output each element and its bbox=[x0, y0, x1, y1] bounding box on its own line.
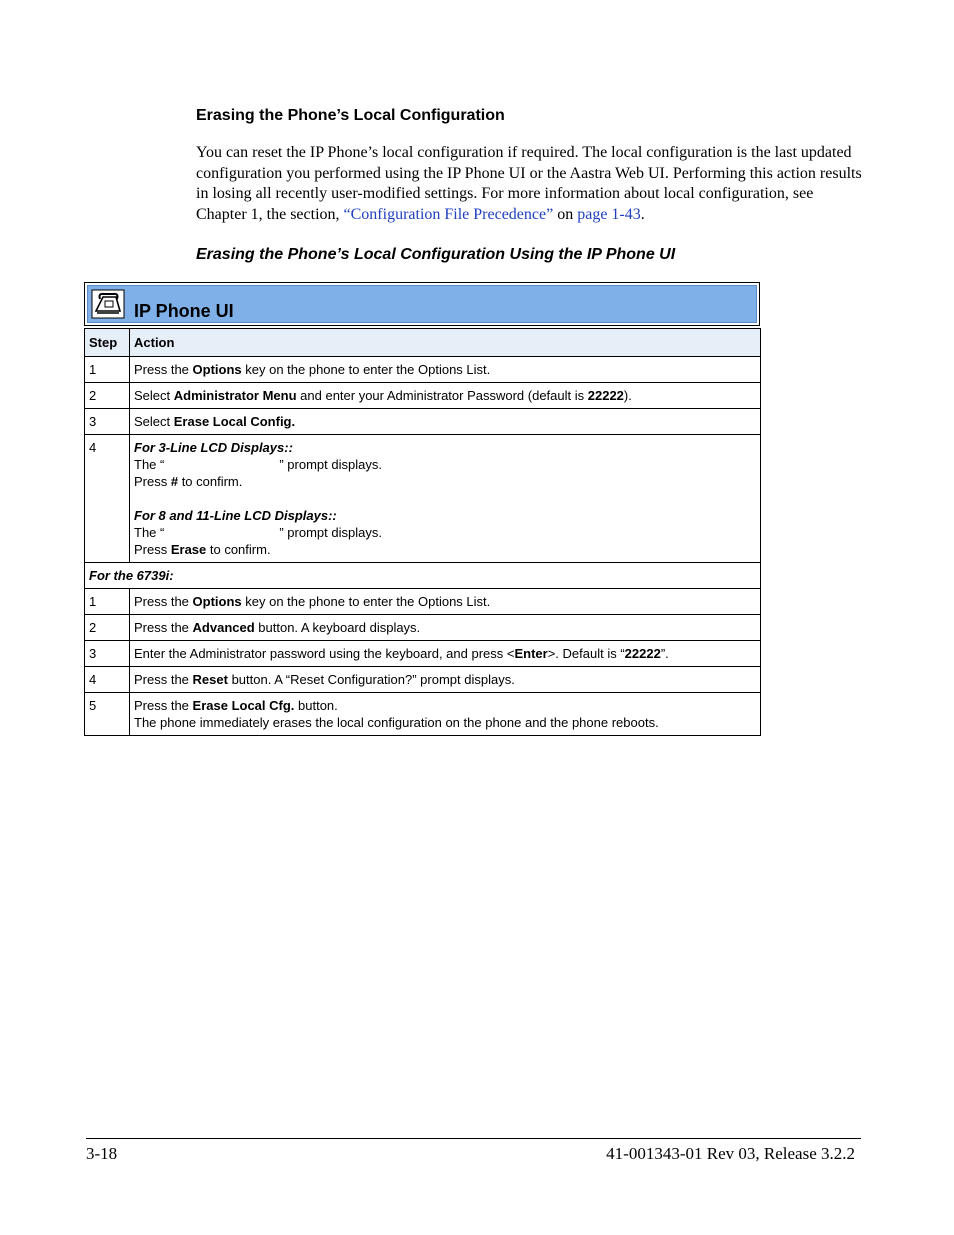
intro-text-mid: on bbox=[553, 205, 578, 223]
action-text: Press the bbox=[134, 672, 193, 687]
table-row bbox=[85, 435, 761, 563]
action-key: Enter bbox=[514, 646, 548, 661]
action-text: Press bbox=[134, 542, 171, 557]
action-text: Select bbox=[134, 388, 174, 403]
banner-fill bbox=[87, 285, 757, 323]
prompt-line bbox=[134, 456, 756, 473]
action-key: Erase Local Config. bbox=[173, 414, 296, 429]
step-number: 1 bbox=[85, 589, 130, 615]
table-row bbox=[85, 383, 761, 409]
action-cell bbox=[130, 357, 761, 383]
intro-text-end: . bbox=[640, 205, 645, 223]
confirm-line bbox=[134, 473, 756, 490]
action-cell bbox=[130, 383, 761, 409]
action-text: ” prompt displays. bbox=[279, 525, 382, 540]
table-row bbox=[85, 357, 761, 383]
spacer bbox=[134, 490, 756, 507]
action-cell bbox=[130, 589, 761, 615]
page-number: 3-18 bbox=[86, 1144, 118, 1163]
table-row bbox=[85, 589, 761, 615]
footer-rule bbox=[86, 1138, 861, 1139]
confirm-line bbox=[134, 541, 756, 558]
intro-paragraph bbox=[196, 143, 864, 225]
action-key: Advanced bbox=[192, 620, 255, 635]
action-text: Press bbox=[134, 474, 171, 489]
action-cell bbox=[130, 693, 761, 736]
subheading-6739i: For the 6739i: bbox=[85, 563, 761, 589]
action-text: >. Default is “ bbox=[547, 646, 625, 661]
step-number: 3 bbox=[85, 641, 130, 667]
table-row bbox=[85, 615, 761, 641]
action-text: key on the phone to enter the Options List. bbox=[241, 594, 491, 609]
action-text: The “ bbox=[134, 457, 165, 472]
action-key: Options bbox=[192, 594, 242, 609]
action-text: The “ bbox=[134, 525, 165, 540]
table-row bbox=[85, 667, 761, 693]
action-cell bbox=[130, 409, 761, 435]
header-action: Action bbox=[130, 329, 761, 357]
step-number: 4 bbox=[85, 667, 130, 693]
document-id: 41-001343-01 Rev 03, Release 3.2.2 bbox=[606, 1144, 855, 1163]
action-key: 22222 bbox=[624, 646, 661, 661]
step-number: 2 bbox=[85, 615, 130, 641]
action-cell bbox=[130, 667, 761, 693]
display-heading: For 3-Line LCD Displays:: bbox=[134, 440, 293, 455]
action-text: button. A “Reset Configuration?” prompt displays. bbox=[227, 672, 515, 687]
intro-text: You can reset the IP Phone’s local configuration if required. The local configuration is the last updated configuration you performed using the IP Phone UI or the Aastra Web UI. Performing this action results in losing all recently user-modified settings. For more information about local configuration, see Chapter 1, the section, bbox=[196, 144, 862, 223]
action-text: Press the bbox=[134, 594, 193, 609]
action-text: Press the bbox=[134, 698, 193, 713]
action-key: Reset bbox=[192, 672, 228, 687]
action-key: Options bbox=[192, 362, 242, 377]
action-text: ” prompt displays. bbox=[279, 457, 382, 472]
action-text: button. A keyboard displays. bbox=[254, 620, 421, 635]
action-text: button. bbox=[294, 698, 338, 713]
action-key: Administrator Menu bbox=[173, 388, 297, 403]
action-cell bbox=[130, 435, 761, 563]
display-heading: For 8 and 11-Line LCD Displays:: bbox=[134, 508, 337, 523]
link-config-precedence[interactable]: “Configuration File Precedence” bbox=[343, 205, 554, 223]
phone-icon bbox=[91, 289, 125, 319]
action-cell bbox=[130, 641, 761, 667]
action-text: key on the phone to enter the Options List. bbox=[241, 362, 491, 377]
header-step: Step bbox=[85, 329, 130, 357]
ip-phone-ui-banner bbox=[84, 282, 760, 326]
action-text: ”. bbox=[660, 646, 669, 661]
table-row bbox=[85, 409, 761, 435]
action-cell bbox=[130, 615, 761, 641]
step-number: 2 bbox=[85, 383, 130, 409]
action-line: The phone immediately erases the local configuration on the phone and the phone reboots. bbox=[134, 715, 659, 730]
action-key: Erase Local Cfg. bbox=[192, 698, 295, 713]
step-number: 3 bbox=[85, 409, 130, 435]
table-row bbox=[85, 693, 761, 736]
action-text: Press the bbox=[134, 620, 193, 635]
action-line bbox=[134, 697, 756, 714]
action-text: Press the bbox=[134, 362, 193, 377]
action-key: Erase bbox=[170, 542, 207, 557]
action-text: to confirm. bbox=[206, 542, 271, 557]
action-text: Enter the Administrator password using the keyboard, and press < bbox=[134, 646, 515, 661]
action-key: 22222 bbox=[587, 388, 624, 403]
step-number: 1 bbox=[85, 357, 130, 383]
action-text: ). bbox=[623, 388, 632, 403]
action-text: to confirm. bbox=[178, 474, 243, 489]
link-page-reference[interactable]: page 1-43 bbox=[577, 205, 641, 223]
action-text: Select bbox=[134, 414, 174, 429]
prompt-line bbox=[134, 524, 756, 541]
step-number: 4 bbox=[85, 435, 130, 563]
table-row bbox=[85, 641, 761, 667]
banner-title: IP Phone UI bbox=[134, 301, 234, 321]
section-title: Erasing the Phone’s Local Configuration bbox=[196, 107, 505, 124]
table-subheading-row bbox=[85, 563, 761, 589]
action-text: and enter your Administrator Password (default is bbox=[296, 388, 588, 403]
action-key: # bbox=[170, 474, 179, 489]
subsection-title: Erasing the Phone’s Local Configuration Using the IP Phone UI bbox=[196, 246, 676, 263]
steps-table bbox=[84, 328, 761, 736]
table-header-row bbox=[85, 329, 761, 357]
step-number: 5 bbox=[85, 693, 130, 736]
